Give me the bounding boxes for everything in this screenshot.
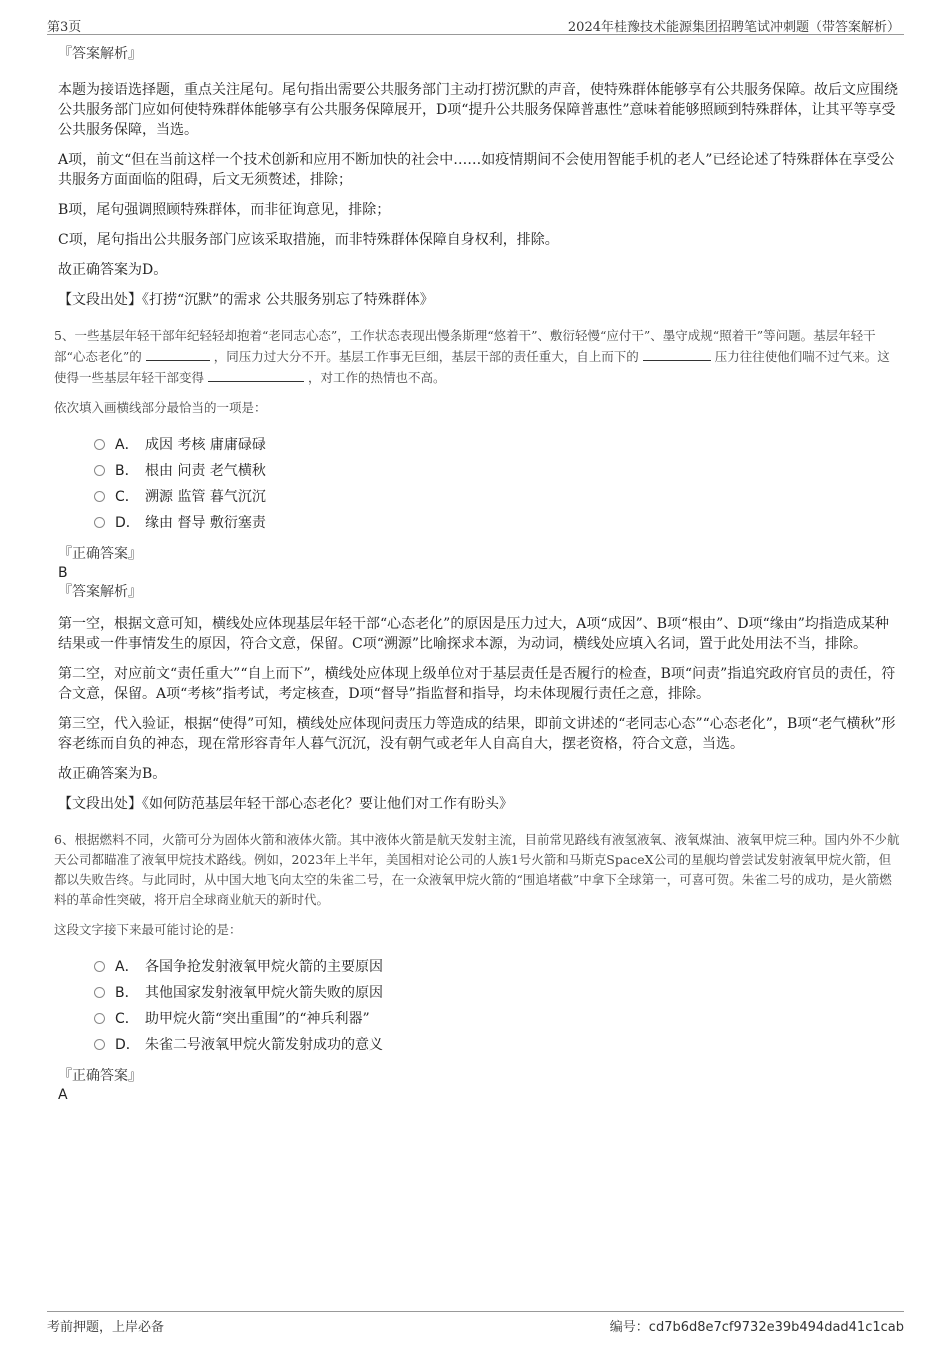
page-number: 第3页 (47, 20, 82, 35)
q5-stem (54, 326, 902, 388)
document-title: 2024年桂豫技术能源集团招聘笔试冲刺题（带答案解析） (567, 20, 900, 35)
q6-answer: A (58, 1087, 68, 1103)
q5-option-a[interactable]: A． 成因 考核 庸庸碌碌 (94, 432, 902, 458)
q5-blank-2 (643, 346, 711, 361)
page-header (47, 14, 904, 35)
radio-icon[interactable] (94, 465, 105, 476)
q6-options (94, 954, 902, 1058)
radio-icon[interactable] (94, 961, 105, 972)
q6-prompt: 这段文字接下来最可能讨论的是： (54, 922, 242, 937)
footer-slogan: 考前押题，上岸必备 (47, 1320, 165, 1335)
q5-analysis-p4: 故正确答案为B。 (58, 766, 167, 782)
q5-stem-part4: ，对工作的热情也不高。 (308, 370, 446, 385)
page-content (54, 44, 902, 1104)
q6-option-d[interactable]: D． 朱雀二号液氧甲烷火箭发射成功的意义 (94, 1032, 902, 1058)
radio-icon[interactable] (94, 1039, 105, 1050)
q5-analysis-p2: 第二空，对应前文“责任重大”“自上而下”，横线处应体现上级单位对于基层责任是否履行的检查，B项“问责”指追究政府官员的责任，符合文意，保留。A项“考核”指考试，考定核查，D项“督导”指监督和指导，均未体现履行责任之意，排除。 (58, 666, 896, 702)
q5-analysis-label: 『答案解析』 (58, 584, 142, 600)
q5-blank-3 (208, 367, 304, 382)
radio-icon[interactable] (94, 517, 105, 528)
q4-analysis-p5: 故正确答案为D。 (58, 262, 168, 278)
document-id: 编号：cd7b6d8e7cf9732e39b494dad41c1cab (609, 1320, 904, 1335)
q5-stem-part1: 5、一些基层年轻干部年纪轻轻却抱着“老同志心态”，工作状态表现出慢条斯理“悠着干”、敷衍轻慢“应付干”、墨守成规“照着干”等问题。基层年轻干部“心态老化”的 (54, 328, 876, 364)
q5-option-c[interactable]: C． 溯源 监管 暮气沉沉 (94, 484, 902, 510)
page-footer (47, 1311, 904, 1336)
q6-answer-label: 『正确答案』 (58, 1068, 142, 1084)
q5-analysis-p3: 第三空，代入验证，根据“使得”可知，横线处应体现问责压力等造成的结果，即前文讲述的“老同志心态”“心态老化”，B项“老气横秋”形容老练而自负的神态，现在常形容青年人暮气沉沉，没有朝气或老年人自高自大，摆老资格，符合文意，当选。 (58, 716, 896, 752)
q4-source: 【文段出处】《打捞“沉默”的需求 公共服务别忘了特殊群体》 (58, 292, 434, 308)
q4-analysis-p4: C项，尾句指出公共服务部门应该采取措施，而非特殊群体保障自身权利，排除。 (58, 232, 559, 248)
q5-answer-label: 『正确答案』 (58, 546, 142, 562)
radio-icon[interactable] (94, 1013, 105, 1024)
q5-stem-part3: 压力往往使他们喘不过气来。这使得一些基层年轻干部变得 (54, 349, 890, 385)
q4-analysis-p2: A项，前文“但在当前这样一个技术创新和应用不断加快的社会中……如疫情期间不会使用智能手机的老人”已经论述了特殊群体在享受公共服务方面面临的阻碍，后文无须赘述，排除； (58, 152, 895, 188)
q5-analysis-p1: 第一空，根据文意可知，横线处应体现基层年轻干部“心态老化”的原因是压力过大，A项“成因”、B项“根由”、D项“缘由”均指造成某种结果或一件事情发生的原因，符合文意，保留。C项“溯源”比喻探求本源，为动词，横线处应填入名词，置于此处用法不当，排除。 (58, 616, 889, 652)
radio-icon[interactable] (94, 491, 105, 502)
radio-icon[interactable] (94, 439, 105, 450)
q6-option-c[interactable]: C． 助甲烷火箭“突出重围”的“神兵利器” (94, 1006, 902, 1032)
q6-option-a[interactable]: A． 各国争抢发射液氧甲烷火箭的主要原因 (94, 954, 902, 980)
q5-stem-part2: ，同压力过大分不开。基层工作事无巨细，基层干部的责任重大，自上而下的 (213, 349, 639, 364)
q4-analysis-p3: B项，尾句强调照顾特殊群体，而非征询意见，排除； (58, 202, 391, 218)
q4-analysis-p1: 本题为接语选择题，重点关注尾句。尾句指出需要公共服务部门主动打捞沉默的声音，使特殊群体能够享有公共服务保障。故后文应围绕公共服务部门应如何使特殊群体能够享有公共服务保障展开，D项“提升公共服务保障普惠性”意味着能够照顾到特殊群体，让其平等享受公共服务保障，当选。 (58, 82, 898, 138)
q5-options (94, 432, 902, 536)
q5-blank-1 (146, 346, 210, 361)
radio-icon[interactable] (94, 987, 105, 998)
q5-option-b[interactable]: B． 根由 问责 老气横秋 (94, 458, 902, 484)
q6-option-b[interactable]: B． 其他国家发射液氧甲烷火箭失败的原因 (94, 980, 902, 1006)
q5-source: 【文段出处】《如何防范基层年轻干部心态老化？要让他们对工作有盼头》 (58, 796, 513, 812)
q4-analysis-label: 『答案解析』 (58, 46, 142, 62)
q5-answer: B (58, 565, 68, 581)
q5-prompt: 依次填入画横线部分最恰当的一项是： (54, 400, 267, 415)
q5-option-d[interactable]: D． 缘由 督导 敷衍塞责 (94, 510, 902, 536)
q6-stem: 6、根据燃料不同，火箭可分为固体火箭和液体火箭。其中液体火箭是航天发射主流，目前常见路线有液氢液氧、液氧煤油、液氧甲烷三种。国内外不少航天公司都瞄准了液氧甲烷技术路线。例如，2023年上半年，美国相对论公司的人族1号火箭和马斯克SpaceX公司的星舰均曾尝试发射液氧甲烷火箭，但都以失败告终。与此同时，从中国大地飞向太空的朱雀二号，在一众液氧甲烷火箭的“围追堵截”中拿下全球第一，可喜可贺。朱雀二号的成功，是火箭燃料的革命性突破，将开启全球商业航天的新时代。 (54, 832, 900, 907)
